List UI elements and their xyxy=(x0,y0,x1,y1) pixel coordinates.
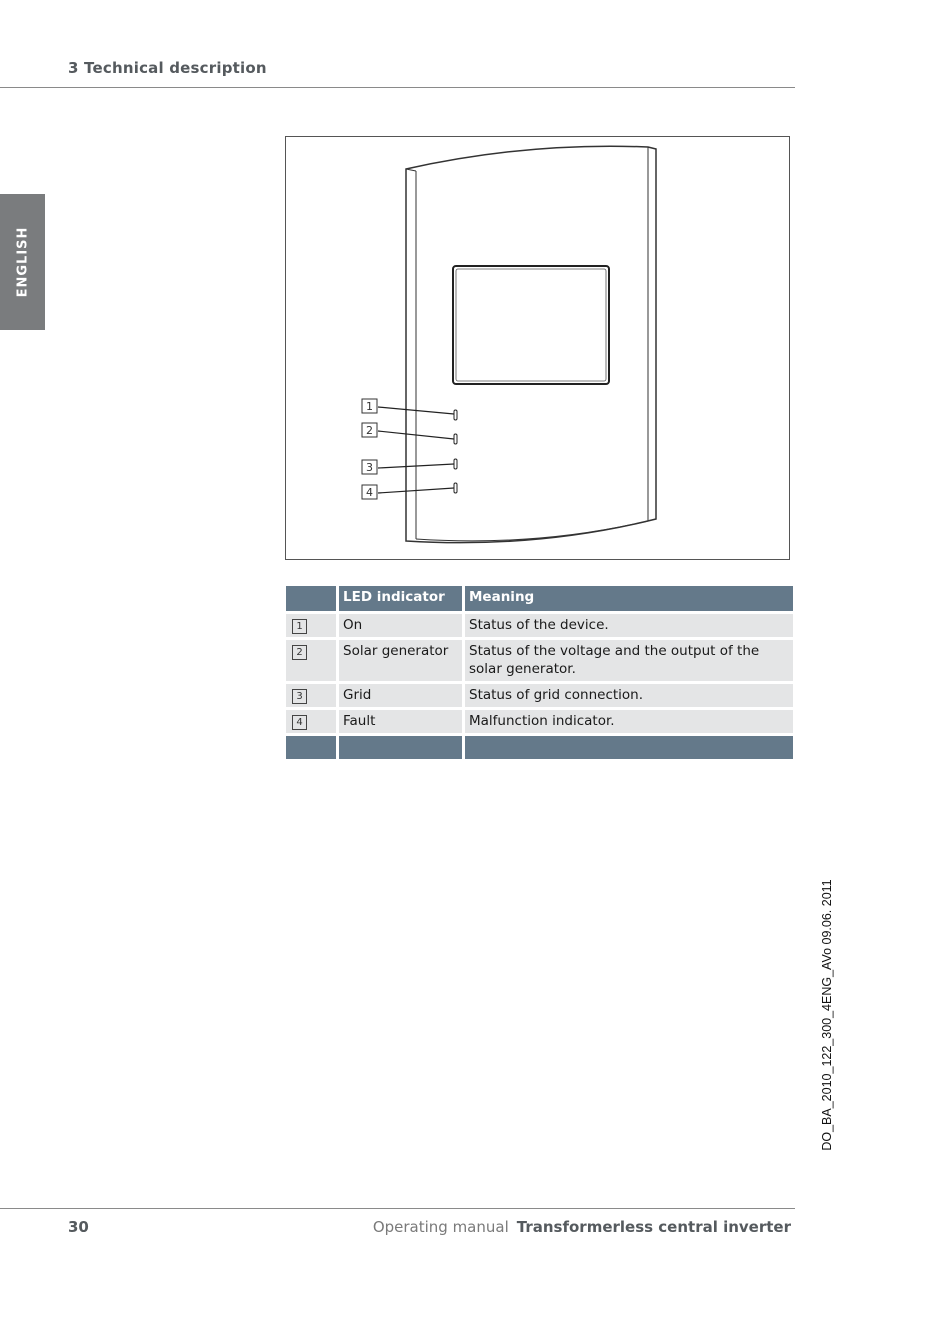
inverter-front-figure xyxy=(285,136,790,560)
callout-4 xyxy=(362,485,377,499)
svg-text:4: 4 xyxy=(366,486,373,499)
svg-text:3: 3 xyxy=(366,461,373,474)
column-header-number xyxy=(286,586,339,611)
footer-title xyxy=(373,1218,791,1236)
table-row xyxy=(286,640,793,681)
row-number-box: 4 xyxy=(292,715,307,730)
led-name-cell: On xyxy=(339,614,465,637)
meaning-cell: Status of the device. xyxy=(465,614,793,637)
table-row xyxy=(286,684,793,707)
row-number-box: 3 xyxy=(292,689,307,704)
inverter-front-drawing xyxy=(286,137,791,561)
meaning-cell: Status of grid connection. xyxy=(465,684,793,707)
meaning-cell: Malfunction indicator. xyxy=(465,710,793,733)
callout-2 xyxy=(362,423,377,437)
row-number-box: 1 xyxy=(292,619,307,634)
language-tab-label: ENGLISH xyxy=(15,226,30,298)
table-row xyxy=(286,614,793,637)
led-name-cell: Solar generator xyxy=(339,640,465,681)
column-header-led: LED indicator xyxy=(339,586,465,611)
led-indicator-table xyxy=(286,583,793,762)
table-row xyxy=(286,710,793,733)
header-rule xyxy=(0,87,795,88)
section-title: 3 Technical description xyxy=(68,59,267,77)
led-1 xyxy=(454,410,457,420)
led-name-cell: Grid xyxy=(339,684,465,707)
document-id: DO_BA_2010_122_300_4ENG_AVo 09.06. 2011 xyxy=(820,879,834,1151)
column-header-meaning: Meaning xyxy=(465,586,793,611)
row-number-cell xyxy=(286,710,339,733)
svg-text:1: 1 xyxy=(366,400,373,413)
led-3 xyxy=(454,459,457,469)
row-number-cell xyxy=(286,614,339,637)
led-name-cell: Fault xyxy=(339,710,465,733)
language-tab xyxy=(0,194,45,330)
led-4 xyxy=(454,483,457,493)
table-header-row xyxy=(286,586,793,611)
row-number-cell xyxy=(286,640,339,681)
led-2 xyxy=(454,434,457,444)
meaning-cell: Status of the voltage and the output of the solar generator. xyxy=(465,640,793,681)
row-number-box: 2 xyxy=(292,645,307,660)
table-footer-row xyxy=(286,736,793,759)
footer-rule xyxy=(0,1208,795,1209)
callout-3 xyxy=(362,460,377,474)
callout-1 xyxy=(362,399,377,413)
svg-text:2: 2 xyxy=(366,424,373,437)
row-number-cell xyxy=(286,684,339,707)
page-number: 30 xyxy=(68,1218,89,1236)
manual-label: Operating manual xyxy=(372,1218,509,1236)
product-name: Transformerless central inverter xyxy=(516,1218,791,1236)
